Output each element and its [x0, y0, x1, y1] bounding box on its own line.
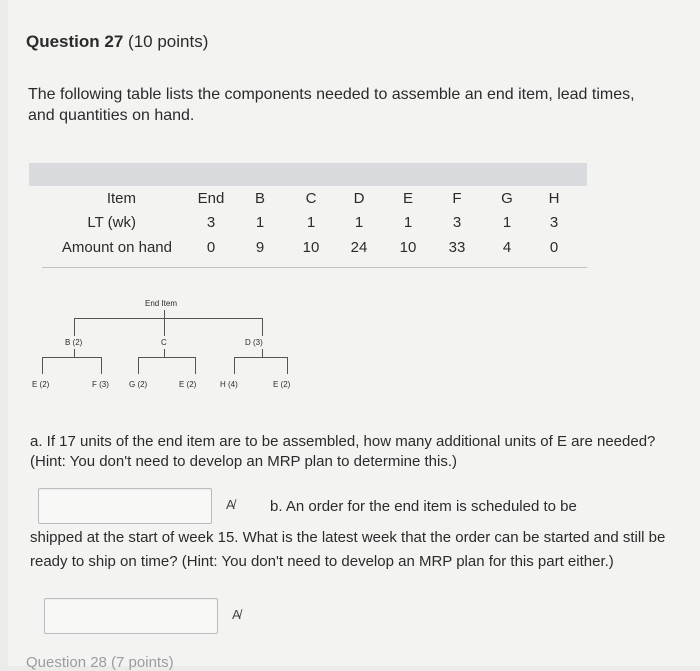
question-page	[8, 0, 700, 671]
tree-line	[138, 357, 139, 374]
tree-line	[164, 349, 165, 357]
tree-line	[42, 357, 102, 358]
tree-node-h: H (4)	[220, 380, 238, 389]
part-b-answer-input[interactable]	[44, 598, 218, 634]
cell-onhand-c: 10	[302, 239, 320, 256]
tree-line	[138, 357, 196, 358]
row-label-item: Item	[106, 190, 136, 207]
tree-line	[164, 318, 165, 336]
tree-line	[262, 318, 263, 336]
cell-onhand-h: 0	[549, 239, 559, 256]
cell-item-f: F	[452, 190, 462, 207]
part-a-answer-input[interactable]	[38, 488, 212, 524]
cell-onhand-end: 0	[206, 239, 216, 256]
next-question-header: Question 28 (7 points)	[26, 654, 174, 671]
tree-line	[234, 357, 235, 374]
tree-line	[164, 310, 165, 318]
cell-lt-f: 3	[452, 214, 462, 231]
cell-lt-h: 3	[549, 214, 559, 231]
tree-line	[262, 349, 263, 357]
cell-item-end: End	[197, 190, 225, 207]
part-a-question: a. If 17 units of the end item are to be assembled, how many additional units of E are needed? (Hint: You don't need to develop an MRP plan to determine this.)	[30, 433, 656, 470]
cell-lt-d: 1	[354, 214, 364, 231]
spellcheck-icon[interactable]: A̸	[232, 607, 241, 622]
cell-lt-c: 1	[306, 214, 316, 231]
part-b-question-start: b. An order for the end item is scheduled to be	[270, 498, 577, 515]
tree-node-e: E (2)	[32, 380, 50, 389]
tree-line	[74, 318, 263, 319]
part-b-question: shipped at the start of week 15. What is the latest week that the order can be started and still be ready to ship on time? (Hint: You don't need to develop an MRP plan for this part either.)	[30, 529, 666, 570]
cell-item-e: E	[402, 190, 413, 207]
cell-lt-end: 3	[206, 214, 216, 231]
cell-lt-g: 1	[502, 214, 512, 231]
cell-lt-b: 1	[255, 214, 265, 231]
tree-node-e: E (2)	[273, 380, 291, 389]
question-intro: The following table lists the components needed to assemble an end item, lead times, and quantities on hand.	[28, 86, 635, 124]
question-points: (10 points)	[128, 32, 209, 51]
tree-node-end-item: End Item	[145, 299, 178, 308]
tree-line	[234, 357, 288, 358]
row-label-lt: LT (wk)	[87, 214, 136, 231]
cell-lt-e: 1	[403, 214, 413, 231]
cell-onhand-b: 9	[255, 239, 265, 256]
row-label-on-hand: Amount on hand	[61, 239, 172, 256]
tree-line	[74, 349, 75, 357]
tree-node-f: F (3)	[92, 380, 109, 389]
tree-line	[287, 357, 288, 374]
spellcheck-icon[interactable]: A̸	[226, 497, 235, 512]
tree-node-e: E (2)	[179, 380, 197, 389]
tree-node-d: D (3)	[245, 338, 263, 347]
question-number: Question 27	[26, 32, 124, 51]
tree-node-g: G (2)	[129, 380, 148, 389]
cell-onhand-g: 4	[502, 239, 512, 256]
cell-item-h: H	[548, 190, 560, 207]
cell-item-b: B	[254, 190, 265, 207]
cell-onhand-f: 33	[448, 239, 466, 256]
tree-line	[74, 318, 75, 336]
cell-item-d: D	[353, 190, 365, 207]
cell-onhand-d: 24	[350, 239, 368, 256]
tree-node-c: C	[161, 338, 167, 347]
tree-line	[195, 357, 196, 374]
cell-onhand-e: 10	[399, 239, 417, 256]
tree-line	[42, 357, 43, 374]
tree-node-b: B (2)	[65, 338, 83, 347]
cell-item-c: C	[305, 190, 317, 207]
cell-item-g: G	[501, 190, 513, 207]
tree-line	[101, 357, 102, 374]
